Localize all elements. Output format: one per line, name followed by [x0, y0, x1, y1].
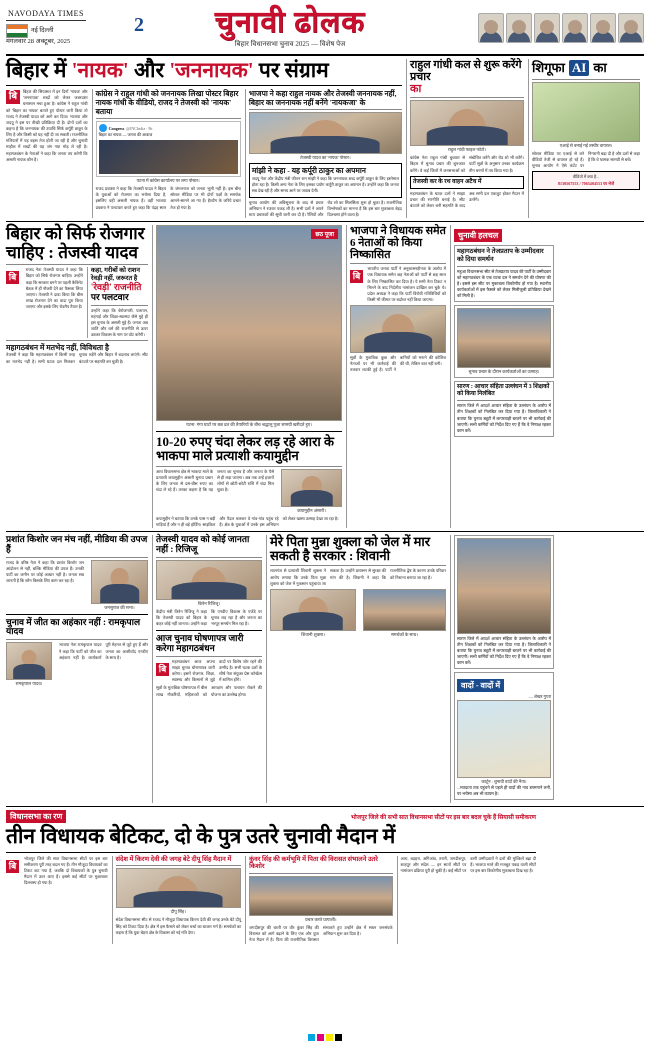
bjp-text: भारतीय जनता पार्टी ने अनुशासनहीनता के आरोप में एक विधायक समेत छह नेताओं को पार्टी से छह साल के लिए निष्कासित कर दिया है। ये सभी नेता टिकट न मिलने के बाद निर्दलीय नामांकन दाखिल कर चुके थे। प्रदेश अध्यक्ष ने कहा कि पार्टी विरोधी गतिविधियों को किसी भी कीमत पर बर्दाश्त नहीं किया जाएगा। [367, 266, 446, 302]
rail-lower-photo [457, 538, 551, 634]
lead-photo-caption-right: तेजस्वी यादव का 'नायक' पोस्टर। [300, 155, 351, 161]
rail-photo [457, 308, 551, 368]
rail-item-2 [454, 305, 554, 378]
rozgar-mid-text: तेजस्वी ने कहा कि महागठबंधन में किसी तरह का मतभेद नहीं है। सभी घटक दल मिलकर चुनाव लड़ेंगे और बिहार में बदलाव लाएंगे। सीट बंटवारे पर सहमति बन चुकी है। [6, 352, 148, 364]
rahul-photo [410, 100, 524, 146]
rail-item-3-text: सारण जिले में आदर्श आचार संहिता के उल्लंघन के आरोप में तीन शिक्षकों को निलंबित कर दिया गया है। जिलाधिकारी ने बताया कि चुनाव ड्यूटी में लापरवाही बरतने पर भी कार्रवाई की जाएगी। सभी कर्मियों को निर्देश दिए गए हैं कि वे निष्पक्ष रहकर काम करें। [457, 403, 551, 433]
munna-caption-2: समर्थकों के साथ। [390, 631, 419, 637]
mugshot [506, 13, 532, 43]
chhath-block [152, 225, 342, 528]
jdu-headline: चुनाव में जीत का अहंकार नहीं : रामकृपाल यादव [6, 616, 141, 637]
color-registration-bar [308, 1034, 342, 1041]
mugshot [618, 13, 644, 43]
rail-photo-caption: चुनाव प्रचार के दौरान कार्यकर्ताओं का उत्साह। [468, 369, 540, 374]
rahul-story [406, 59, 524, 218]
rail-item-1 [454, 245, 554, 302]
ai-note: सोशल मीडिया पर एआई से बने वीडियो तेजी से वायरल हो रहे हैं। चुनाव आयोग ने ऐसे कंटेंट पर निगरानी बढ़ा दी है और दलों से कहा है कि वे भ्रामक सामग्री से बचें। [532, 151, 640, 169]
lead-headline: बिहार में 'नायक' और 'जननायक' पर संग्राम [6, 58, 329, 82]
bottom-photo-1 [116, 868, 242, 908]
rail-item-3 [454, 381, 554, 437]
lead-subhead-right: भाजपा ने कहा राहुल नायक और तेजस्वी जननायक नहीं, बिहार का जननायक नहीं बनेंगे 'नायकजा' के [248, 89, 397, 108]
ai-badge: AI [569, 60, 589, 76]
munna-text: लालगंज से प्रत्याशी शिवानी शुक्ला ने आरोप लगाया कि उनके पिता मुन्ना शुक्ला को जेल में नुकसान पहुंचाया जा सकता है। उन्होंने प्रशासन से सुरक्षा की मांग की है। शिवानी ने कहा कि राजनीतिक द्वेष के कारण उनके परिवार को निशाना बनाया जा रहा है। [270, 568, 446, 586]
bottom-kicker-left: विधानसभा का रण [6, 810, 66, 823]
prashant-story [6, 535, 148, 804]
rail-lower-text: सारण जिले में आदर्श आचार संहिता के उल्लंघन के आरोप में तीन शिक्षकों को निलंबित कर दिया गया है। जिलाधिकारी ने बताया कि चुनाव ड्यूटी में लापरवाही बरतने पर भी कार्रवाई की जाएगी। सभी कर्मियों को निर्देश दिए गए हैं कि वे निष्पक्ष रहकर काम करें। [457, 635, 551, 666]
rozgar-headline-1: बिहार को सिर्फ रोजगार [6, 223, 145, 243]
rijiju-caption: किरेन रिजिजू। [197, 600, 221, 606]
edition-name: नई दिल्ली [31, 27, 54, 35]
rijiju-text: केंद्रीय मंत्री किरेन रिजिजू ने कहा कि तेजस्वी यादव को बिहार के बाहर कोई नहीं जानता। उन्होंने कहा कि एनडीए विकास के एजेंडे पर चुनाव लड़ रहा है और जनता का भरपूर समर्थन मिल रहा है। [156, 608, 262, 626]
cartoon-note: ...मतदाता तक पहुंचने से पहले ही वादों की नाव डगमगाने लगी, पर भरोसा अब भी कायम है। [457, 785, 551, 797]
chhath-caption: पटना: गंगा घाटों पर छठ व्रत की तैयारियों के बीच श्रद्धालु पूजा सामग्री खरीदते हुए। [186, 421, 312, 427]
rahul-text: कांग्रेस नेता राहुल गांधी बुधवार से बिहार में चुनाव प्रचार की शुरुआत करेंगे। वे कई जिलों में जनसभाओं को संबोधित करेंगे और रोड शो भी करेंगे। पार्टी सूत्रों के अनुसार उनका कार्यक्रम तीन चरणों में तय किया गया है। [410, 155, 524, 173]
brand-name: NAVODAYA TIMES [6, 9, 86, 21]
rail-item-3-headline: सारण : आचार संहिता उल्लंघन में 3 शिक्षकों को किया निलंबित [457, 384, 550, 398]
flag-icon [6, 24, 28, 38]
dropcap: बि [6, 90, 20, 104]
prashant-text: राजद के वरिष्ठ नेता ने कहा कि प्रशांत किशोर जन आंदोलन से नहीं, बल्कि मीडिया की उपज हैं। उनकी पार्टी का जमीन पर कोई आधार नहीं है। जनता सब जानती है कि कौन किसके लिए काम कर रहा है। [6, 559, 84, 584]
bottom-story [6, 810, 536, 943]
chanda-caption: कयामुद्दीन अंसारी। [297, 507, 326, 513]
manjhi-box [249, 163, 402, 197]
lead-story [6, 59, 402, 218]
cartoon-image [457, 700, 551, 778]
announce-text-2: सूत्रों के मुताबिक घोषणापत्र में बीस लाख नौकरियों, महिलाओं को आरक्षण और पलायन रोकने की योजना का उल्लेख होगा। [156, 685, 262, 697]
rahul-headline-tail: का [410, 83, 422, 96]
bottom-col-text: आरा, बड़हरा, अगिआंव, तरारी, जगदीशपुर, शाहपुर और संदेश — इन सातों सीटों पर नामांकन प्रक्रिया पूरी हो चुकी है। कई सीटों पर बागी उम्मीदवारों ने दलों की मुश्किलें बढ़ा दी हैं। भाकपा माले की मजबूत पकड़ वाली सीटों पर इस बार त्रिकोणीय मुकाबला दिख रहा है। [400, 855, 536, 873]
bottom-sub1-headline: संदेश में किरण देवी की जगह बेटे दीपू सिंह मैदान में [115, 855, 232, 863]
rahul-headline: राहुल गांधी कल से शुरू करेंगे प्रचार [410, 59, 522, 84]
cartoon-caption: कार्टून : चुनावी वादों की नैया। [481, 779, 527, 785]
announce-text: महागठबंधन आज अपना साझा चुनाव घोषणापत्र जारी करेगा। इसमें रोजगार, शिक्षा, स्वास्थ्य और किसानों से जुड़े वादों पर विशेष जोर रहने की उम्मीद है। सभी घटक दलों के शीर्ष नेता संयुक्त प्रेस कॉन्फ्रेंस में शामिल होंगे। [172, 658, 262, 683]
bottom-caption-2: प्रचार करते प्रत्याशी। [305, 917, 337, 923]
chhath-label: छठ पूजा [311, 229, 338, 239]
ad-strip-title: वादों - वादों में [457, 679, 504, 692]
page-title: चुनावी ढोलक [214, 5, 366, 39]
mugshot [562, 13, 588, 43]
tejashwi-box-headline: तेजस्वी कर के रथ वाहन अटैच में [413, 178, 482, 185]
right-rail [450, 225, 554, 528]
jdu-caption: रामकृपाल यादव। [15, 681, 43, 687]
lead-col2: राजद प्रवक्ता ने कहा कि तेजस्वी यादव ने बिहार के युवाओं को रोजगार का भरोसा दिया है, इसलिए वही असली नायक हैं। वहीं भाजपा प्रवक्ता ने पलटवार करते हुए कहा कि पंद्रह साल के जंगलराज को जनता भूली नहीं है। इस बीच सोशल मीडिया पर भी दोनों पक्षों के समर्थक आमने-सामने आ गए हैं। हैशटैग के जरिये प्रचार तेज हो गया है। [95, 186, 241, 210]
rijiju-photo [156, 560, 262, 600]
rail-item-1-text: महुआ विधानसभा सीट से तेजप्रताप यादव की पार्टी के उम्मीदवार को महागठबंधन के एक घटक दल ने समर्थन देने की घोषणा की है। इससे इस सीट पर मुकाबला त्रिकोणीय हो गया है। स्थानीय कार्यकर्ताओं में इस फैसले को लेकर मिलीजुली प्रतिक्रिया देखने को मिली है। [457, 268, 551, 298]
rahul-photo-caption: राहुल गांधी फाइल फोटो। [447, 147, 487, 153]
prashant-headline: प्रशांत किशोर जन मंच नहीं, मीडिया की उपज हैं [6, 533, 148, 554]
page-subtitle: बिहार विधानसभा चुनाव 2025 — विशेष पेज [234, 39, 346, 48]
lead-photo-caption-left: पटना में कांग्रेस कार्यालय पर लगा पोस्टर। [136, 178, 200, 184]
mugshot [590, 13, 616, 43]
rozgar-mid-headline: महागठबंधन में मतभेद नहीं, विविधता है [6, 343, 109, 353]
munna-photo-2 [363, 589, 446, 631]
bottom-headline: तीन विधायक बेटिकट, दो के पुत्र उतरे चुनावी मैदान में [6, 824, 396, 849]
bjp-expulsion-story [346, 225, 446, 528]
rijiju-headline: तेजस्वी यादव को कोई जानता नहीं : रिजिजू [156, 533, 250, 554]
ai-helpline-box [532, 171, 640, 189]
munna-story [266, 535, 446, 804]
bottom-kicker-right: भोजपुर जिले की सभी सात विधानसभा सीटों पर इस बार बदल चुके हैं सियासी समीकरण [350, 814, 536, 821]
lower-band [6, 535, 644, 804]
edition-badge [6, 24, 126, 38]
ai-photo [532, 82, 640, 142]
ai-photo-caption: एआई से बनाई गई तस्वीर वायरल। [559, 143, 613, 148]
chanda-text-2: कयामुद्दीन ने बताया कि उनके पास न बड़ी गाड़ियां हैं और न ही बड़े होर्डिंग। साइकिल और पैदल चलकर वे गांव-गांव पहुंच रहे हैं। क्षेत्र के युवाओं में उनके इस अभियान को लेकर खासा उत्साह देखा जा रहा है। [156, 515, 339, 527]
lead-subhead-left: कांग्रेस ने राहुल गांधी को जननायक लिखा पोस्टर बिहार नायक गांधी के वीडियो, राजद ने तेजस्वी को 'नायक' बताया [95, 89, 239, 117]
avatar [99, 124, 107, 132]
ad-strip-byline: — शेखर गुप्ता [528, 694, 551, 700]
rail-lower-photo-block [454, 535, 554, 669]
bjp-text-2: सूत्रों के मुताबिक कुछ और नेताओं पर भी कार्रवाई की तलवार लटकी हुई है। पार्टी ने बागियों को मनाने की कोशिश की थी, लेकिन बात नहीं बनी। [350, 355, 446, 373]
masthead-left [6, 9, 126, 46]
rail-title: चुनावी हलचल [454, 229, 502, 242]
bjp-photo [350, 305, 446, 353]
tweet-card[interactable] [96, 121, 241, 177]
middle-band [6, 225, 644, 528]
bottom-caption-1: दीपू सिंह। [170, 909, 186, 915]
top-band [6, 59, 644, 218]
rail-item-1-headline: महागठबंधन ने तेजप्रताप के उम्मीदवार को दिया समर्थन [457, 247, 544, 263]
bottom-sub2-text: जगदीशपुर की धरती पर वीर कुंवर सिंह की विरासत को आगे बढ़ाने के लिए एक और युवा नेता मैदान में है। पिता की राजनीतिक विरासत संभालते हुए उन्होंने क्षेत्र में सघन जनसंपर्क अभियान शुरू कर दिया है। [249, 925, 393, 943]
jdu-photo [6, 642, 52, 680]
ai-headline: शिगूफा AI का [532, 60, 607, 75]
tweet-handle: @INCIndia · 9h [126, 125, 153, 131]
rozgar-headline-2: चाहिए : तेजस्वी यादव [6, 242, 138, 262]
dropcap: बि [156, 663, 169, 676]
ad-strip [454, 672, 554, 800]
munna-caption-1: शिवानी शुक्ला। [301, 631, 325, 637]
chhath-photo [156, 225, 342, 421]
masthead [6, 4, 644, 56]
tweet-account: Congress [108, 125, 125, 131]
dropcap: बि [6, 271, 19, 284]
prashant-photo [91, 560, 148, 604]
rozgar-col-a: राजद नेता तेजस्वी यादव ने कहा कि बिहार को सिर्फ रोजगार चाहिए। उन्होंने कहा कि सरकार बनने पर पहली कैबिनेट बैठक में ही नौकरी देने का फैसला लिया जाएगा। तेजस्वी ने दावा किया कि बीस लाख रोजगार देने का वादा पूरा किया जाएगा और इसके लिए रोडमैप तैयार है। [25, 267, 83, 310]
rozgar-sub3: पर पलटवार [90, 291, 129, 302]
bottom-lead-text: भोजपुर जिले की सात विधानसभा सीटों पर इस बार समीकरण पूरी तरह बदल गए हैं। तीन मौजूदा विधायकों का टिकट कट गया है, जबकि दो विधायकों के पुत्र चुनावी मैदान में उतर आए हैं। इससे कई सीटों पर मुकाबला दिलचस्प हो गया है। [23, 855, 108, 886]
masthead-center [126, 5, 454, 49]
lead-col3: चुनाव आयोग की अधिसूचना के बाद से प्रचार अभियान ने रफ्तार पकड़ ली है। सभी दलों ने अपने स्टार प्रचारकों की सूची जारी कर दी है। रैलियों और रोड शो का सिलसिला शुरू हो चुका है। राजनीतिक विश्लेषकों का मानना है कि इस बार मुकाबला बेहद दिलचस्प होने वाला है। [248, 199, 402, 217]
right-rail-lower [450, 535, 554, 804]
dropcap: बि [350, 270, 363, 283]
tweet-text: बिहार का नायक — जनता की आवाज़ [98, 132, 153, 138]
edition-date: मंगलवार 28 अक्टूबर, 2025 [6, 38, 71, 46]
lead-photo-right [249, 112, 402, 154]
announce-headline: आज चुनाव घोषणापत्र जारी करेगा महागठबंधन [156, 633, 244, 653]
bottom-sub1-text: संदेश विधानसभा सीट से राजद ने मौजूदा विधायक किरण देवी की जगह उनके बेटे दीपू सिंह को टिकट दिया है। क्षेत्र में इस फैसले को लेकर चर्चा का बाजार गर्म है। समर्थकों का कहना है कि युवा चेहरा क्षेत्र के विकास को नई गति देगा। [115, 917, 242, 935]
chanda-headline: 10-20 रुपए चंदा लेकर लड़ रहे आरा के भाकपा माले प्रत्याशी कयामुद्दीन [156, 433, 335, 464]
rozgar-sub1: कहा, गरीबों को राशन रेवड़ी नहीं, जरूरत है [90, 267, 140, 283]
ai-story [528, 59, 640, 218]
bjp-headline: भाजपा ने विधायक समेत 6 नेताओं को किया निष्कासित [350, 224, 446, 262]
tweet-image [99, 140, 238, 174]
bottom-photo-2 [249, 876, 392, 916]
rozgar-sub2: 'रेवड़ी' राजनीति [90, 281, 142, 292]
manjhi-box-text: जदयू नेता और केंद्रीय मंत्री जीतन राम मांझी ने कहा कि जननायक शब्द कर्पूरी ठाकुर के लिए इस्तेमाल होता रहा है। किसी अन्य नेता के लिए इसका प्रयोग कर्पूरी ठाकुर का अपमान है। उन्होंने कहा कि जनता सब देख रही है और समय आने पर जवाब देगी। [251, 176, 399, 194]
chanda-photo [281, 469, 342, 507]
mugshot [534, 13, 560, 43]
chanda-text: आरा विधानसभा क्षेत्र से भाकपा माले के प्रत्याशी कयामुद्दीन अंसारी चुनाव प्रचार के लिए जनता से दस-बीस रुपए का चंदा ले रहे हैं। उनका कहना है कि यह जनता का चुनाव है और जनता के पैसे से ही लड़ा जाएगा। अब तक उन्हें हजारों लोगों से छोटी-छोटी राशि में चंदा मिल चुका है। [156, 468, 274, 492]
dropcap: बि [6, 860, 19, 873]
rahul-text-2: महागठबंधन के घटक दलों ने साझा प्रचार की रणनीति बनाई है। सीट बंटवारे को लेकर बनी सहमति के बाद अब सभी दल एकजुट होकर मैदान में उतरेंगे। [410, 190, 524, 209]
ai-helpline: 8130567553 / 7065404553 पर भेजें [557, 180, 615, 186]
rozgar-col-b: उन्होंने कहा कि बेरोजगारी, पलायन, महंगाई और शिक्षा-स्वास्थ्य जैसे मुद्दे ही इस चुनाव के असली मुद्दे हैं। जनता अब जाति और धर्म की राजनीति से ऊपर उठकर विकास के नाम पर वोट करेगी। [90, 307, 148, 338]
rijiju-story [152, 535, 262, 804]
bottom-sub2-headline: कुंवर सिंह की कर्मभूमि में पिता की विरासत संभालने उतरे किशोर [249, 855, 378, 871]
rozgar-story [6, 225, 148, 528]
mugshot [478, 13, 504, 43]
page-number: 2 [134, 13, 144, 36]
ai-note-head: वीडियो में क्या है... [572, 174, 600, 180]
prashant-caption: जनसुराज की सभा। [104, 604, 135, 610]
leader-mugshots [454, 13, 644, 43]
manjhi-box-headline: मांझी ने कहा - यह कर्पूरी ठाकुर का अपमान [251, 166, 366, 176]
lead-col1: बि बिहार की सियासत में इन दिनों 'नायक' और 'जननायक' शब्दों को लेकर जबरदस्त घमासान मचा हुआ है। कांग्रेस ने राहुल गांधी को 'बिहार का नायक' बताते हुए पोस्टर जारी किया तो राजद ने तेजस्वी यादव को आगे कर दिया। भाजपा और जदयू ने इस पर तीखी प्रतिक्रिया दी है। दोनों दलों का कहना है कि जननायक की उपाधि सिर्फ कर्पूरी ठाकुर के लिए है और किसी को यह नहीं दी जा सकती। राजनीतिक गलियारों में यह बहस तेज होती जा रही है और चुनावी माहौल में शब्दों की यह जंग नया मोड़ ले रही है। महागठबंधन के नेताओं ने कहा कि जनता तय करेगी कि असली नायक कौन है। [6, 89, 88, 162]
munna-headline: मेरे पिता मुन्ना शुक्ला को जेल में मार सकती है सरकार : शिवानी [270, 533, 431, 564]
munna-photo-1 [270, 589, 356, 631]
jdu-text: भाजपा नेता रामकृपाल यादव ने कहा कि पार्टी को जीत का अहंकार नहीं है। कार्यकर्ता पूरी मेहनत से जुटे हुए हैं और जनता का आशीर्वाद एनडीए के साथ है। [59, 642, 148, 660]
tejashwi-box [410, 176, 524, 189]
